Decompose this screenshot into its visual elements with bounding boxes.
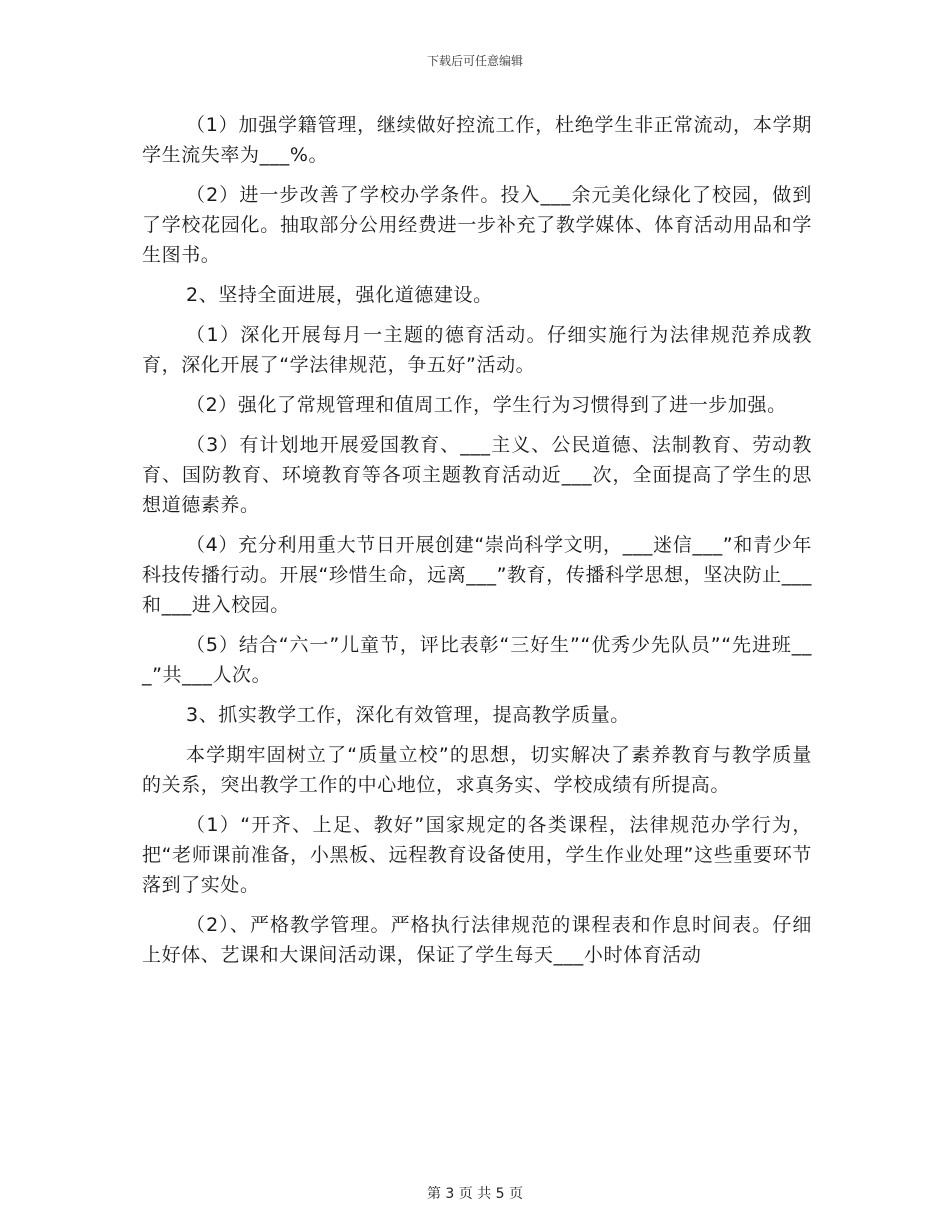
paragraph-10: 本学期牢固树立了“质量立校”的思想，切实解决了素养教育与教学质量的关系，突出教学工作的中心地位，求真务实、学校成绩有所提高。 bbox=[142, 744, 812, 796]
paragraph-6: （3）有计划地开展爱国教育、___主义、公民道德、法制教育、劳动教育、国防教育、环境教育等各项主题教育活动近___次，全面提高了学生的思想道德素养。 bbox=[142, 434, 812, 516]
document-body bbox=[142, 110, 812, 970]
paragraph-3: 2、坚持全面进展，强化道德建设。 bbox=[186, 284, 493, 306]
paragraph-8: （5）结合“六一”儿童节，评比表彰“三好生”“优秀少先队员”“先进班___”共___人次。 bbox=[142, 634, 812, 686]
paragraph-7: （4）充分利用重大节日开展创建“崇尚科学文明，___迷信___”和青少年科技传播行动。开展“珍惜生命，远离___”教育，传播科学思想，坚决防止___和___进入校园。 bbox=[142, 534, 812, 616]
page-footer: 第 3 页 共 5 页 bbox=[426, 1186, 524, 1202]
paragraph-4: （1）深化开展每月一主题的德育活动。仔细实施行为法律规范养成教育，深化开展了“学法律规范，争五好”活动。 bbox=[142, 324, 812, 376]
paragraph-12: （2）、严格教学管理。严格执行法律规范的课程表和作息时间表。仔细上好体、艺课和大课间活动课，保证了学生每天___小时体育活动 bbox=[142, 914, 812, 966]
page-header: 下载后可任意编辑 bbox=[426, 54, 523, 68]
paragraph-5: （2）强化了常规管理和值周工作，学生行为习惯得到了进一步加强。 bbox=[186, 394, 787, 416]
paragraph-11: （1）“开齐、上足、教好”国家规定的各类课程，法律规范办学行为，把“老师课前准备，小黑板、远程教育设备使用，学生作业处理”这些重要环节落到了实处。 bbox=[142, 814, 812, 896]
paragraph-2: （2）进一步改善了学校办学条件。投入___余元美化绿化了校园，做到了学校花园化。抽取部分公用经费进一步补充了教学媒体、体育活动用品和学生图书。 bbox=[142, 184, 812, 266]
paragraph-1: （1）加强学籍管理，继续做好控流工作，杜绝学生非正常流动，本学期学生流失率为___%。 bbox=[142, 114, 812, 166]
paragraph-9: 3、抓实教学工作，深化有效管理，提高教学质量。 bbox=[186, 704, 630, 726]
